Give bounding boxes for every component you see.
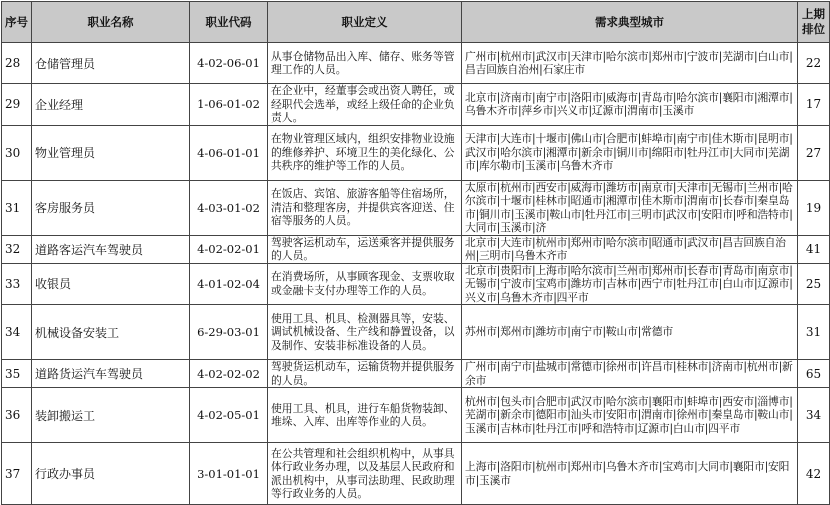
- typical-cities-text: 北京市|济南市|南宁市|洛阳市|威海市|青岛市|哈尔滨市|襄阳市|湘潭市|乌鲁木齐市|萍乡市|兴义市|辽源市|渭南市|玉溪市: [465, 90, 793, 118]
- header-job-code: 职业代码: [190, 2, 268, 43]
- job-name-cell: 道路客运汽车驾驶员: [32, 235, 190, 263]
- job-definition-cell: [268, 305, 462, 360]
- previous-rank-cell: 25: [798, 263, 830, 305]
- table-row: [2, 84, 830, 126]
- header-job-definition: 职业定义: [268, 2, 462, 43]
- job-code-cell: 4-02-02-02: [190, 360, 268, 388]
- previous-rank-cell: 19: [798, 180, 830, 235]
- job-name-cell: 道路货运汽车驾驶员: [32, 360, 190, 388]
- job-code-cell: 4-02-06-01: [190, 43, 268, 84]
- job-definition-cell: [268, 84, 462, 126]
- typical-cities-text: 杭州市|包头市|合肥市|武汉市|哈尔滨市|襄阳市|蚌埠市|西安市|淄博市|芜湖市|新余市|德阳市|汕头市|安阳市|渭南市|徐州市|秦皇岛市|鞍山市|玉溪市|吉林市|牡丹江市|呼和浩特市|辽源市|白山市|四平市: [465, 394, 793, 435]
- typical-cities-cell: [462, 443, 798, 505]
- table-header-row: [2, 2, 830, 43]
- header-previous-rank-line2: 排位: [802, 22, 825, 36]
- job-name-cell: 机械设备安装工: [32, 305, 190, 360]
- job-definition-cell: [268, 443, 462, 505]
- job-code-cell: 4-02-02-01: [190, 235, 268, 263]
- previous-rank-cell: 65: [798, 360, 830, 388]
- table-row: [2, 360, 830, 388]
- job-name-cell: 行政办事员: [32, 443, 190, 505]
- typical-cities-text: 太原市|杭州市|西安市|威海市|潍坊市|南京市|天津市|无锡市|兰州市|哈尔滨市|十堰市|桂林市|昭通市|湘潭市|佳木斯市|渭南市|长春市|秦皇岛市|铜川市|玉溪市|鞍山市|牡丹江市|三明市|武汉市|安阳市|呼和浩特市|大同市|玉溪市|济: [465, 180, 793, 234]
- typical-cities-text: 天津市|大连市|十堰市|佛山市|合肥市|蚌埠市|南宁市|佳木斯市|昆明市|武汉市|哈尔滨市|湘潭市|新余市|铜川市|绵阳市|牡丹江市|大同市|芜湖市|库尔勒市|玉溪市|乌鲁木齐市: [465, 132, 793, 173]
- typical-cities-cell: [462, 235, 798, 263]
- job-definition-text: 驾驶客运机动车，运送乘客并提供服务的人员。: [271, 235, 455, 262]
- table-row: [2, 235, 830, 263]
- job-definition-text: 使用工具、机具、检测器具等，安装、调试机械设备、生产线和静置设备，以及制作、安装非标准设备的人员。: [271, 311, 455, 352]
- previous-rank-cell: 42: [798, 443, 830, 505]
- typical-cities-cell: [462, 84, 798, 126]
- job-definition-text: 使用工具、机具，进行车船货物装卸、堆垛、入库、出库等作业的人员。: [271, 401, 455, 428]
- table-row: [2, 43, 830, 84]
- job-name-cell: 企业经理: [32, 84, 190, 126]
- job-definition-cell: [268, 43, 462, 84]
- job-code-cell: 4-02-05-01: [190, 388, 268, 443]
- job-name-cell: 仓储管理员: [32, 43, 190, 84]
- table-row: [2, 180, 830, 235]
- row-number-cell: 37: [2, 443, 32, 505]
- typical-cities-cell: [462, 388, 798, 443]
- job-demand-table-page: [0, 1, 830, 505]
- previous-rank-cell: 41: [798, 235, 830, 263]
- row-number-cell: 32: [2, 235, 32, 263]
- row-number-cell: 28: [2, 43, 32, 84]
- typical-cities-cell: [462, 360, 798, 388]
- row-number-cell: 33: [2, 263, 32, 305]
- table-row: [2, 125, 830, 180]
- job-definition-cell: [268, 360, 462, 388]
- row-number-cell: 36: [2, 388, 32, 443]
- typical-cities-cell: [462, 305, 798, 360]
- job-definition-cell: [268, 388, 462, 443]
- typical-cities-text: 广州市|南宁市|盐城市|常德市|徐州市|许昌市|桂林市|济南市|杭州市|新余市: [465, 360, 793, 387]
- typical-cities-cell: [462, 43, 798, 84]
- row-number-cell: 31: [2, 180, 32, 235]
- job-definition-text: 从事仓储物品出入库、储存、账务等管理工作的人员。: [271, 49, 455, 76]
- header-typical-cities: 需求典型城市: [462, 2, 798, 43]
- job-code-cell: 1-06-01-02: [190, 84, 268, 126]
- job-name-cell: 客房服务员: [32, 180, 190, 235]
- previous-rank-cell: 27: [798, 125, 830, 180]
- job-definition-text: 在企业中，经董事会或出资人聘任，或经职代会选举，或经上级任命的企业负责人。: [271, 84, 455, 124]
- job-definition-text: 在饭店、宾馆、旅游客船等住宿场所，清洁和整理客房，并提供宾客迎送、住宿等服务的人员。: [271, 187, 455, 228]
- previous-rank-cell: 31: [798, 305, 830, 360]
- row-number-cell: 30: [2, 125, 32, 180]
- typical-cities-cell: [462, 180, 798, 235]
- job-definition-text: 驾驶货运机动车，运输货物并提供服务的人员。: [271, 360, 455, 387]
- job-definition-text: 在物业管理区域内，组织安排物业设施的维修养护、环境卫生的美化绿化、公共秩序的维护等工作的人员。: [271, 132, 455, 173]
- header-previous-rank: [798, 2, 830, 43]
- job-definition-cell: [268, 235, 462, 263]
- typical-cities-text: 上海市|洛阳市|杭州市|郑州市|乌鲁木齐市|宝鸡市|大同市|襄阳市|安阳市|玉溪市: [465, 460, 790, 487]
- table-row: [2, 443, 830, 505]
- typical-cities-cell: [462, 263, 798, 305]
- previous-rank-cell: 17: [798, 84, 830, 126]
- header-no: 序号: [2, 2, 32, 43]
- job-name-cell: 装卸搬运工: [32, 388, 190, 443]
- job-definition-text: 在消费场所，从事顾客现金、支票收取或金融卡支付办理等工作的人员。: [271, 270, 455, 297]
- table-row: [2, 388, 830, 443]
- job-code-cell: 4-06-01-01: [190, 125, 268, 180]
- job-code-cell: 6-29-03-01: [190, 305, 268, 360]
- typical-cities-text: 苏州市|郑州市|潍坊市|南宁市|鞍山市|常德市: [465, 325, 673, 339]
- typical-cities-text: 北京市|大连市|杭州市|郑州市|哈尔滨市|昭通市|武汉市|昌吉回族自治州|三明市|乌鲁木齐市: [465, 235, 786, 262]
- header-previous-rank-line1: 上期: [802, 7, 825, 21]
- job-name-cell: 物业管理员: [32, 125, 190, 180]
- table-row: [2, 305, 830, 360]
- table-row: [2, 263, 830, 305]
- job-definition-text: 在公共管理和社会组织机构中，从事具体行政业务办理，以及基层人民政府和派出机构中，从事司法助理、民政助理等行政业务的人员。: [271, 446, 455, 500]
- previous-rank-cell: 34: [798, 388, 830, 443]
- job-code-cell: 3-01-01-01: [190, 443, 268, 505]
- job-definition-cell: [268, 180, 462, 235]
- typical-cities-text: 北京市|贵阳市|上海市|哈尔滨市|兰州市|郑州市|长春市|青岛市|南京市|无锡市|宁波市|宝鸡市|潍坊市|吉林市|西宁市|牡丹江市|白山市|辽源市|兴义市|乌鲁木齐市|四平市: [465, 263, 793, 304]
- row-number-cell: 35: [2, 360, 32, 388]
- typical-cities-cell: [462, 125, 798, 180]
- previous-rank-cell: 22: [798, 43, 830, 84]
- job-demand-table: [1, 1, 830, 505]
- row-number-cell: 34: [2, 305, 32, 360]
- job-code-cell: 4-03-01-02: [190, 180, 268, 235]
- typical-cities-text: 广州市|杭州市|武汉市|天津市|哈尔滨市|郑州市|宁波市|芜湖市|白山市|昌吉回族自治州|石家庄市: [465, 49, 793, 76]
- header-job-name: 职业名称: [32, 2, 190, 43]
- job-definition-cell: [268, 263, 462, 305]
- table-body: [2, 43, 830, 505]
- job-code-cell: 4-01-02-04: [190, 263, 268, 305]
- row-number-cell: 29: [2, 84, 32, 126]
- job-name-cell: 收银员: [32, 263, 190, 305]
- job-definition-cell: [268, 125, 462, 180]
